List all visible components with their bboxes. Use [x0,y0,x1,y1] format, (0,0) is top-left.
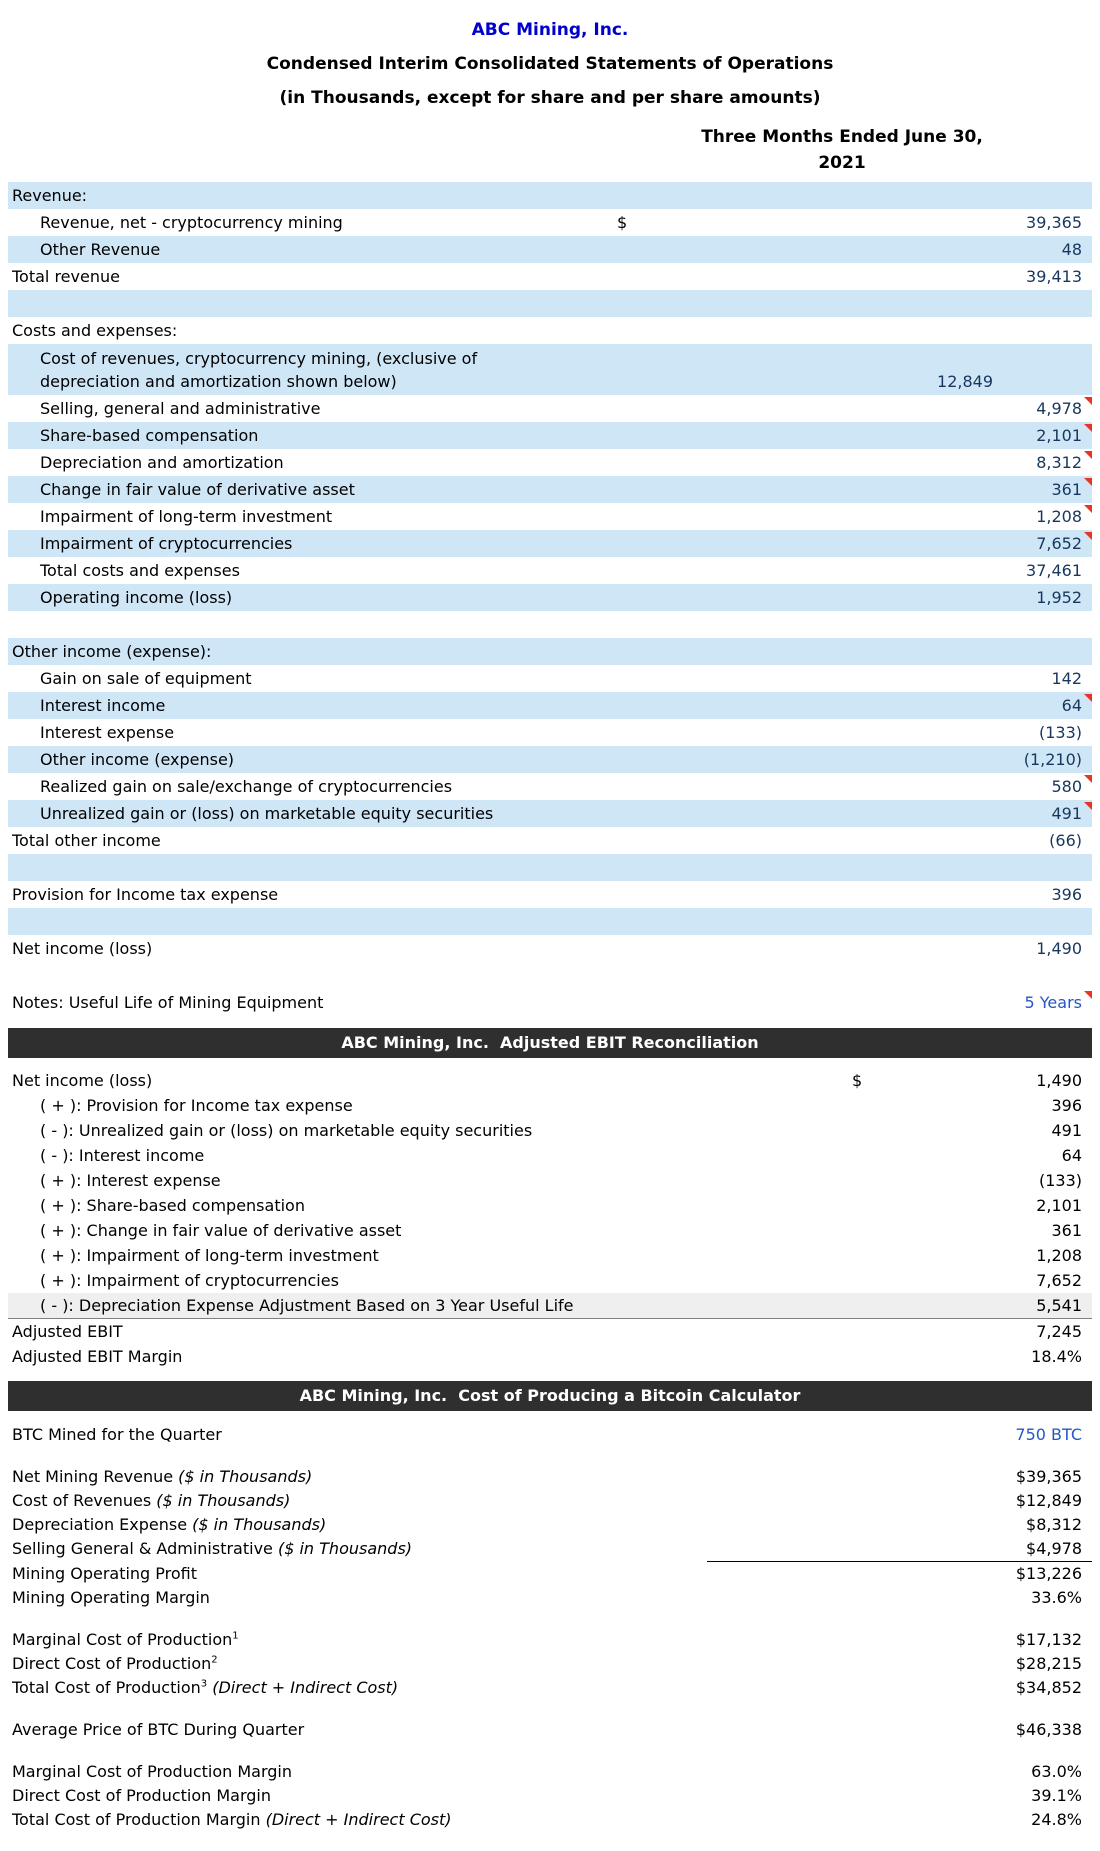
row-label: Net income (loss) [12,939,153,958]
row-value: $46,338 [1015,1720,1082,1739]
ebit-row [8,1319,1092,1344]
row-value-cell [707,1465,1092,1489]
calculator-row [8,1537,1092,1562]
row-value: 8,312 [1036,453,1082,472]
spacer-row [8,1742,1092,1760]
bitcoin-cost-calculator-section [8,1415,1092,1832]
row-label-italic: (Direct + Indirect Cost) [260,1810,452,1829]
row-value: (66) [1049,831,1082,850]
currency-symbol: $ [617,213,628,232]
row-label: Operating income (loss) [40,588,233,607]
row-value-cell [617,584,1092,611]
calculator-row [8,1676,1092,1700]
period-header [592,124,1092,176]
row-value-cell [852,1168,1092,1193]
row-value-cell [707,1760,1092,1784]
row-value: 24.8% [1031,1810,1082,1829]
row-value: (1,210) [1023,750,1082,769]
calculator-row [8,1586,1092,1610]
spacer-row [8,908,1092,935]
spacer-row [8,854,1092,881]
spacer-row [8,1700,1092,1718]
row-value-cell [617,638,1092,665]
row-label: Direct Cost of Production Margin [12,1786,272,1805]
row-label-italic: ($ in Thousands) [151,1491,291,1510]
statement-row [8,692,1092,719]
row-value: 39,365 [1026,213,1082,232]
row-value: 1,208 [1036,507,1082,526]
row-value-cell [852,1243,1092,1268]
row-value-cell [707,1718,1092,1742]
statement-row [8,344,1092,395]
row-value-cell [852,1268,1092,1293]
row-value: 5,541 [1036,1296,1082,1315]
calculator-row [8,1562,1092,1586]
row-value-cell [617,530,1092,557]
row-value-cell [707,1628,1092,1652]
row-value: 580 [1051,777,1082,796]
row-value-cell [617,449,1092,476]
row-value-cell [707,1562,1092,1586]
row-value: 142 [1051,669,1082,688]
row-value: 5 Years [1024,993,1082,1012]
row-value: 1,208 [1036,1246,1082,1265]
row-value: 7,652 [1036,1271,1082,1290]
row-value-cell [617,182,1092,209]
row-label-italic: (Direct + Indirect Cost) [207,1678,399,1697]
row-value-cell [707,1676,1092,1700]
income-statement-section [8,182,1092,1016]
statement-row [8,935,1092,962]
row-value-cell [852,1068,1092,1093]
row-value-cell [617,503,1092,530]
row-value-cell [617,746,1092,773]
row-label: Mining Operating Margin [12,1588,210,1607]
calculator-row [8,1718,1092,1742]
statement-row [8,557,1092,584]
company-name: ABC Mining, Inc. [471,20,629,40]
statement-row [8,530,1092,557]
statement-row [8,449,1092,476]
row-value-cell [707,1489,1092,1513]
row-value-cell [852,1193,1092,1218]
statement-row [8,209,1092,236]
statement-row [8,800,1092,827]
calculator-section-banner: ABC Mining, Inc. Cost of Producing a Bitcoin Calculator [8,1381,1092,1411]
calculator-row [8,1489,1092,1513]
statement-row [8,827,1092,854]
ebit-row [8,1344,1092,1369]
calculator-row [8,1784,1092,1808]
row-label: Share-based compensation [40,426,259,445]
row-value: 48 [1061,240,1082,259]
spacer-row [8,962,1092,989]
ebit-row [8,1218,1092,1243]
row-label: Mining Operating Profit [12,1564,198,1583]
calculator-row [8,1423,1092,1447]
row-label-italic: ($ in Thousands) [187,1515,327,1534]
row-label: Net Mining Revenue ($ in Thousands) [12,1467,313,1486]
row-value-cell [852,1218,1092,1243]
calculator-row [8,1513,1092,1537]
period-line-2: 2021 [818,153,866,173]
spacer-row [8,290,1092,317]
statement-row [8,395,1092,422]
row-value: $13,226 [1015,1564,1082,1583]
row-label: Costs and expenses: [12,321,178,340]
calculator-row [8,1465,1092,1489]
row-value-cell [617,236,1092,263]
comment-marker-icon[interactable] [1084,802,1092,810]
row-label: Total Cost of Production Margin (Direct + Indirect Cost) [12,1810,452,1829]
row-label: ( + ): Provision for Income tax expense [40,1096,353,1115]
comment-marker-icon[interactable] [1084,505,1092,513]
row-value: 491 [1051,804,1082,823]
row-label: Revenue: [12,186,88,205]
row-label: Notes: Useful Life of Mining Equipment [12,993,324,1012]
comment-marker-icon[interactable] [1084,532,1092,540]
footnote-ref: 3 [200,1678,208,1690]
spacer-row [8,1610,1092,1628]
row-label: Impairment of cryptocurrencies [40,534,293,553]
footnote-ref: 1 [232,1630,239,1642]
ebit-row [8,1068,1092,1093]
ebit-row [8,1293,1092,1319]
row-value: $39,365 [1015,1467,1082,1486]
statement-row [8,989,1092,1016]
row-label: Net income (loss) [12,1071,153,1090]
row-label: Change in fair value of derivative asset [40,480,355,499]
comment-marker-icon[interactable] [1084,424,1092,432]
row-value: 7,245 [1036,1322,1082,1341]
row-value: 4,978 [1036,399,1082,418]
row-value: (133) [1038,723,1082,742]
row-label: Total revenue [12,267,120,286]
row-value: 361 [1051,1221,1082,1240]
row-value: 396 [1051,885,1082,904]
ebit-row [8,1093,1092,1118]
document-header [8,0,1092,108]
row-value-cell [852,1319,1092,1344]
row-label: ( + ): Impairment of long-term investment [40,1246,379,1265]
ebit-row [8,1193,1092,1218]
statement-row [8,236,1092,263]
row-label: ( + ): Interest expense [40,1171,221,1190]
row-value-cell [707,1652,1092,1676]
statement-row [8,746,1092,773]
row-value: 64 [1061,1146,1082,1165]
row-value: $4,978 [1026,1539,1082,1558]
row-value: $12,849 [1015,1491,1082,1510]
row-value-cell [617,773,1092,800]
row-label-italic: ($ in Thousands) [272,1539,413,1558]
row-label: Gain on sale of equipment [40,669,252,688]
row-label: Other Revenue [40,240,161,259]
statement-row [8,719,1092,746]
row-value: 1,952 [1036,588,1082,607]
row-label: ( + ): Share-based compensation [40,1196,305,1215]
statement-row [8,476,1092,503]
currency-symbol: $ [852,1071,863,1090]
row-value-cell [617,692,1092,719]
statement-row [8,638,1092,665]
statement-row [8,503,1092,530]
row-value: $8,312 [1026,1515,1082,1534]
row-label: Total other income [12,831,161,850]
statement-row [8,773,1092,800]
row-label: Cost of revenues, cryptocurrency mining, (exclusive of depreciation and amortization shown below) [40,349,478,391]
row-value-cell [707,1423,1092,1447]
spacer-row [8,1447,1092,1465]
row-value-cell [617,263,1092,290]
statement-row [8,665,1092,692]
row-label: Total costs and expenses [40,561,240,580]
row-label: Other income (expense): [12,642,212,661]
row-value-cell [852,1093,1092,1118]
row-value-cell [707,1586,1092,1610]
row-value-cell [617,557,1092,584]
row-label: Impairment of long-term investment [40,507,333,526]
row-label: Realized gain on sale/exchange of cryptocurrencies [40,777,453,796]
row-label: Adjusted EBIT Margin [12,1347,183,1366]
row-label: Depreciation Expense ($ in Thousands) [12,1515,327,1534]
ebit-reconciliation-section [8,1062,1092,1369]
row-label: Depreciation and amortization [40,453,284,472]
row-label-italic: ($ in Thousands) [173,1467,313,1486]
statement-row [8,422,1092,449]
statement-row [8,182,1092,209]
row-label: ( - ): Interest income [40,1146,205,1165]
row-value-cell [707,1784,1092,1808]
ebit-row [8,1118,1092,1143]
row-value: 64 [1061,696,1082,715]
row-value: 491 [1051,1121,1082,1140]
row-value: 2,101 [1036,1196,1082,1215]
row-value-cell [707,1808,1092,1832]
row-value-cell [528,344,1003,395]
row-value-cell [617,476,1092,503]
row-value-cell [707,1537,1092,1562]
row-value: 1,490 [1036,1071,1082,1090]
row-label: Unrealized gain or (loss) on marketable equity securities [40,804,494,823]
row-label: Direct Cost of Production$^2$ [12,1654,218,1673]
row-label: ( + ): Change in fair value of derivative asset [40,1221,402,1240]
row-value-cell [617,935,1092,962]
row-value-cell [617,989,1092,1016]
comment-marker-icon[interactable] [1084,694,1092,702]
comment-marker-icon[interactable] [1084,775,1092,783]
row-value-cell [852,1293,1092,1318]
row-label: Average Price of BTC During Quarter [12,1720,305,1739]
row-label: Adjusted EBIT [12,1322,123,1341]
row-label: ( - ): Unrealized gain or (loss) on marketable equity securities [40,1121,533,1140]
row-label: Marginal Cost of Production$^1$ [12,1630,239,1649]
row-value-cell [617,317,1092,344]
row-label: Selling General & Administrative ($ in Thousands) [12,1539,413,1558]
row-label: ( + ): Impairment of cryptocurrencies [40,1271,339,1290]
row-value-cell [707,1513,1092,1537]
row-label: Marginal Cost of Production Margin [12,1762,293,1781]
calculator-row [8,1652,1092,1676]
row-value: 2,101 [1036,426,1082,445]
statement-row [8,317,1092,344]
row-label: ( - ): Depreciation Expense Adjustment Based on 3 Year Useful Life [40,1296,574,1315]
statement-subtitle: (in Thousands, except for share and per share amounts) [279,88,821,108]
ebit-row [8,1168,1092,1193]
row-value-cell [852,1118,1092,1143]
row-value: 1,490 [1036,939,1082,958]
row-value: 33.6% [1031,1588,1082,1607]
footnote-ref: 2 [211,1654,218,1666]
row-label: Interest income [40,696,166,715]
calculator-row [8,1808,1092,1832]
row-value-cell [852,1344,1092,1369]
statement-row [8,584,1092,611]
row-value: 12,849 [937,372,993,391]
row-label: Selling, general and administrative [40,399,321,418]
calculator-row [8,1628,1092,1652]
row-value-cell [617,422,1092,449]
row-value-cell [852,1143,1092,1168]
row-value-cell [617,209,1092,236]
row-label: Cost of Revenues ($ in Thousands) [12,1491,291,1510]
row-value: $34,852 [1015,1678,1082,1697]
row-value: 361 [1051,480,1082,499]
row-label: Revenue, net - cryptocurrency mining [40,213,343,232]
calculator-row [8,1760,1092,1784]
row-value-cell [617,827,1092,854]
row-label: Other income (expense) [40,750,235,769]
period-line-1: Three Months Ended June 30, [701,127,983,147]
row-value: 18.4% [1031,1347,1082,1366]
row-value: 37,461 [1026,561,1082,580]
row-value: 39.1% [1031,1786,1082,1805]
comment-marker-icon[interactable] [1084,397,1092,405]
row-label: BTC Mined for the Quarter [12,1425,222,1444]
row-value: $28,215 [1015,1654,1082,1673]
row-value-cell [617,881,1092,908]
statement-row [8,881,1092,908]
ebit-row [8,1243,1092,1268]
row-value: $17,132 [1015,1630,1082,1649]
row-label: Provision for Income tax expense [12,885,279,904]
row-value: 396 [1051,1096,1082,1115]
spacer-row [8,611,1092,638]
ebit-row [8,1143,1092,1168]
comment-marker-icon[interactable] [1084,451,1092,459]
statement-title: Condensed Interim Consolidated Statements of Operations [266,54,834,74]
row-value-cell [617,395,1092,422]
comment-marker-icon[interactable] [1084,991,1092,999]
row-value: 39,413 [1026,267,1082,286]
row-value: 7,652 [1036,534,1082,553]
row-value: 750 BTC [1015,1425,1082,1444]
row-value: (133) [1038,1171,1082,1190]
comment-marker-icon[interactable] [1084,478,1092,486]
row-value-cell [617,665,1092,692]
row-label: Total Cost of Production$^3$ (Direct + Indirect Cost) [12,1678,399,1697]
row-value-cell [617,719,1092,746]
row-label: Interest expense [40,723,175,742]
ebit-row [8,1268,1092,1293]
row-value: 63.0% [1031,1762,1082,1781]
row-value-cell [617,800,1092,827]
statement-row [8,263,1092,290]
ebit-section-banner: ABC Mining, Inc. Adjusted EBIT Reconciliation [8,1028,1092,1058]
